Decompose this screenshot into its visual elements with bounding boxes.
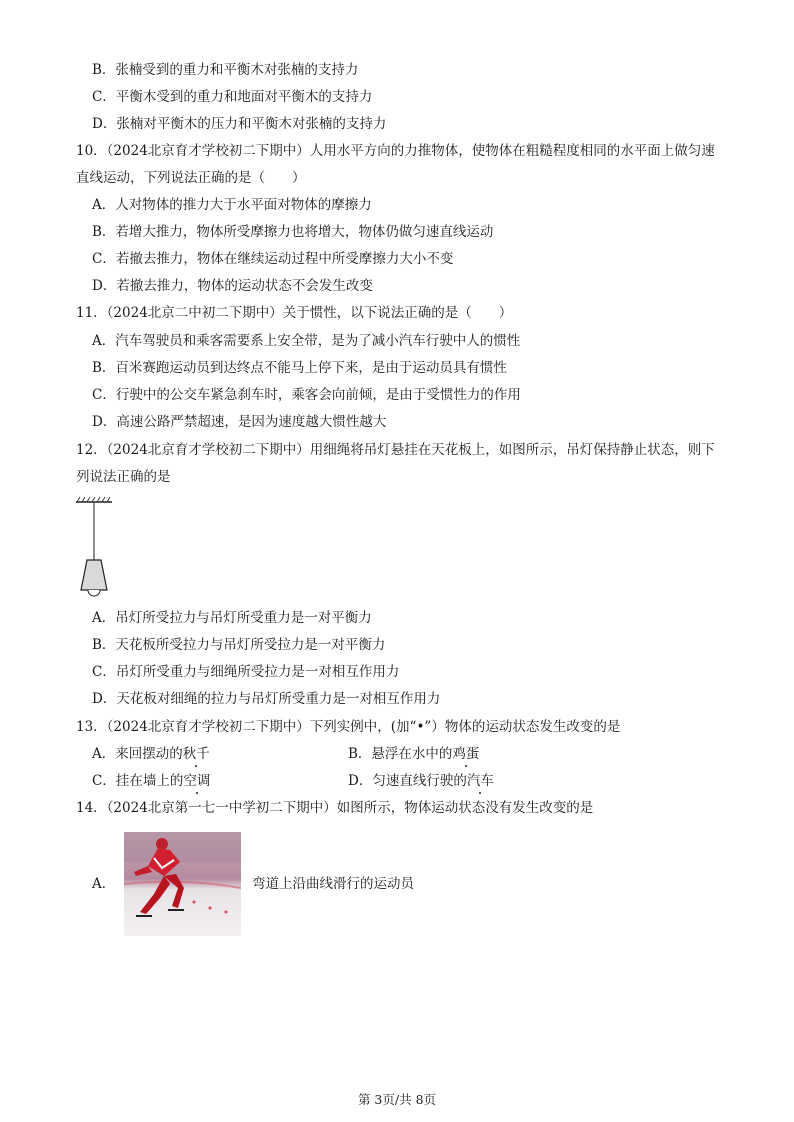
q13-stem: 13．（2024北京育才学校初二下期中）下列实例中，(加“•”）物体的运动状态发生改变的是 xyxy=(76,719,621,735)
q10-option-b: B．若增大推力，物体所受摩擦力也将增大，物体仍做匀速直线运动 xyxy=(92,224,494,240)
q10-option-d: D．若撤去推力，物体的运动状态不会发生改变 xyxy=(92,278,373,294)
q12-option-d: D．天花板对细绳的拉力与吊灯所受重力是一对相互作用力 xyxy=(92,691,441,707)
q11-option-b: B．百米赛跑运动员到达终点不能马上停下来，是由于运动员具有惯性 xyxy=(92,360,507,376)
q10-stem-line2: 直线运动，下列说法正确的是（ ） xyxy=(76,170,306,186)
q13-option-d-prefix: D．匀速直线行驶的 xyxy=(348,773,467,789)
q11-option-c: C．行驶中的公交车紧急刹车时，乘客会向前倾，是由于受惯性力的作用 xyxy=(92,387,521,403)
q13-option-a xyxy=(92,744,210,764)
q13-option-b-prefix: B．悬浮在水中的 xyxy=(348,746,453,762)
q13-option-a-prefix: A．来回摆动的 xyxy=(92,746,183,762)
speed-skater-image xyxy=(124,832,241,936)
q12-option-b: B．天花板所受拉力与吊灯所受拉力是一对平衡力 xyxy=(92,637,386,653)
q11-stem: 11．（2024北京二中初二下期中）关于惯性，以下说法正确的是（ ） xyxy=(76,305,513,321)
lamp-bulb xyxy=(88,590,100,596)
q13-option-b-object: 鸡蛋 xyxy=(452,746,480,762)
q13-option-a-object: 秋千 xyxy=(182,746,210,762)
q11-option-a: A．汽车驾驶员和乘客需要系上安全带，是为了减小汽车行驶中人的惯性 xyxy=(92,333,521,349)
hanging-lamp-figure xyxy=(74,496,114,600)
q9-option-c: C．平衡木受到的重力和地面对平衡木的支持力 xyxy=(92,89,373,105)
q12-option-c: C．吊灯所受重力与细绳所受拉力是一对相互作用力 xyxy=(92,664,400,680)
q13-option-c-object: 空调 xyxy=(183,773,211,789)
q14-option-a-caption: 弯道上沿曲线滑行的运动员 xyxy=(252,876,414,892)
q9-option-b: B．张楠受到的重力和平衡木对张楠的支持力 xyxy=(92,62,359,78)
q13-option-d xyxy=(348,771,494,791)
q12-stem-line1: 12．（2024北京育才学校初二下期中）用细绳将吊灯悬挂在天花板上，如图所示，吊灯保持静止状态，则下 xyxy=(76,442,715,458)
q13-option-d-object: 汽车 xyxy=(466,773,494,789)
page-footer: 第 3页/共 8页 xyxy=(357,1092,437,1107)
lamp-shade xyxy=(81,560,107,590)
q12-option-a: A．吊灯所受拉力与吊灯所受重力是一对平衡力 xyxy=(92,610,372,626)
q14-option-a-letter: A． xyxy=(92,876,116,892)
q13-option-b xyxy=(348,744,479,764)
q13-option-c xyxy=(92,771,210,791)
ceiling-hatch xyxy=(76,497,112,502)
q10-stem-line1: 10．（2024北京育才学校初二下期中）人用水平方向的力推物体，使物体在粗糙程度相同的水平面上做匀速 xyxy=(76,143,715,159)
q10-option-c: C．若撤去推力，物体在继续运动过程中所受摩擦力大小不变 xyxy=(92,251,454,267)
q13-option-c-prefix: C．挂在墙上的 xyxy=(92,773,184,789)
q9-option-d: D．张楠对平衡木的压力和平衡木对张楠的支持力 xyxy=(92,116,387,132)
q10-option-a: A．人对物体的推力大于水平面对物体的摩擦力 xyxy=(92,197,372,213)
q14-stem: 14．（2024北京第一七一中学初二下期中）如图所示，物体运动状态没有发生改变的是 xyxy=(76,800,594,816)
q12-stem-line2: 列说法正确的是 xyxy=(76,469,171,485)
q11-option-d: D．高速公路严禁超速，是因为速度越大惯性越大 xyxy=(92,414,387,430)
